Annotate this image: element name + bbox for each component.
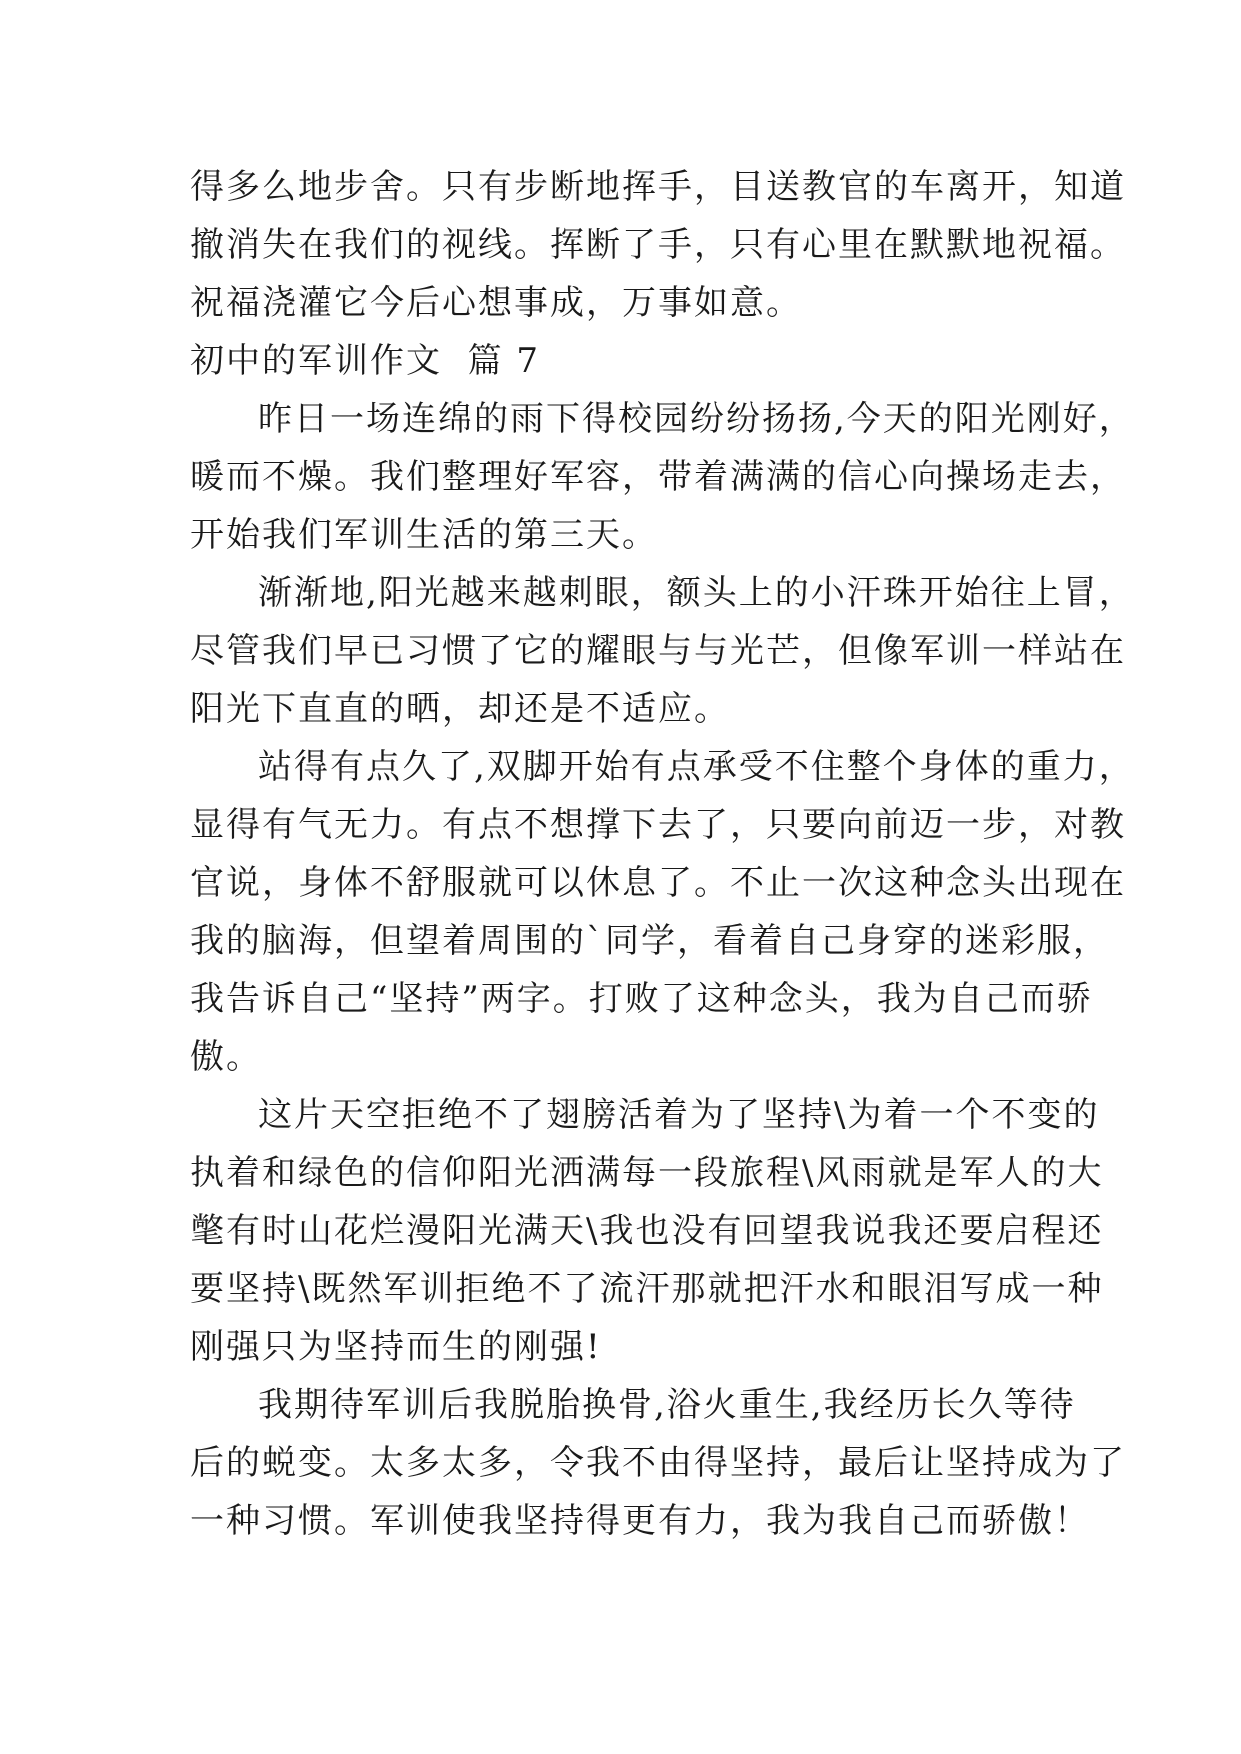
text-line: 要坚持\既然军训拒绝不了流汗那就把汗水和眼泪写成一种 (190, 1269, 1104, 1309)
text-line: 昨日一场连绵的雨下得校园纷纷扬扬,今天的阳光刚好， (258, 399, 1135, 439)
text-line: 撤消失在我们的视线。挥断了手，只有心里在默默地祝福。 (190, 225, 1126, 265)
text-line: 阳光下直直的晒，却还是不适应。 (190, 689, 730, 729)
paragraph (190, 564, 1135, 738)
text-line: 暖而不燥。我们整理好军容，带着满满的信心向操场走去， (190, 457, 1126, 497)
text-line: 官说，身体不舒服就可以休息了。不止一次这种念头出现在 (190, 863, 1126, 903)
text-line: 我告诉自己“坚持”两字。打败了这种念头，我为自己而骄 (190, 979, 1093, 1019)
text-line: 开始我们军训生活的第三天。 (190, 515, 658, 555)
paragraph (190, 1376, 1126, 1550)
document-body (190, 158, 1135, 1550)
text-line: 我的脑海，但望着周围的`同学，看着自己身穿的迷彩服， (190, 921, 1109, 961)
text-line: 刚强只为坚持而生的刚强! (190, 1327, 602, 1367)
text-line: 尽管我们早已习惯了它的耀眼与与光芒，但像军训一样站在 (190, 631, 1126, 671)
paragraph (190, 1086, 1104, 1376)
text-line: 傲。 (190, 1037, 262, 1077)
paragraph (190, 390, 1135, 564)
text-line: 一种习惯。军训使我坚持得更有力，我为我自己而骄傲！ (190, 1501, 1090, 1541)
text-line: 氅有时山花烂漫阳光满天\我也没有回望我说我还要启程还 (190, 1211, 1104, 1251)
text-line: 得多么地步舍。只有步断地挥手，目送教官的车离开，知道 (190, 167, 1126, 207)
text-line: 祝福浇灌它今后心想事成，万事如意。 (190, 283, 802, 323)
text-line: 渐渐地,阳光越来越刺眼，额头上的小汗珠开始往上冒， (258, 573, 1135, 613)
text-line: 这片天空拒绝不了翅膀活着为了坚持\为着一个不变的 (258, 1095, 1100, 1135)
text-line: 站得有点久了,双脚开始有点承受不住整个身体的重力， (258, 747, 1135, 787)
text-line: 显得有气无力。有点不想撑下去了，只要向前迈一步，对教 (190, 805, 1126, 845)
paragraph (190, 738, 1135, 1086)
text-line: 后的蜕变。太多太多，令我不由得坚持，最后让坚持成为了 (190, 1443, 1126, 1483)
text-line: 我期待军训后我脱胎换骨,浴火重生,我经历长久等待 (258, 1385, 1076, 1425)
section-heading: 初中的军训作文 篇 7 (190, 341, 541, 381)
text-line: 执着和绿色的信仰阳光洒满每一段旅程\风雨就是军人的大 (190, 1153, 1104, 1193)
